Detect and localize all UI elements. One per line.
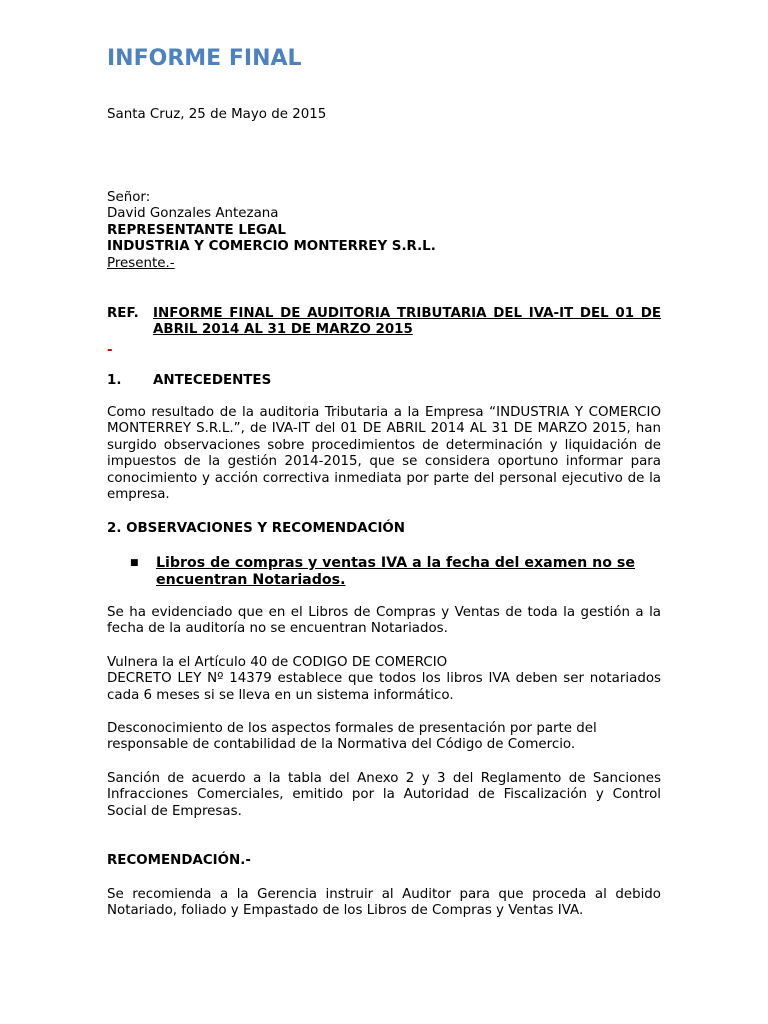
reference-line <box>107 306 661 339</box>
recipient-company: INDUSTRIA Y COMERCIO MONTERREY S.R.L. <box>107 239 436 255</box>
date-line: Santa Cruz, 25 de Mayo de 2015 <box>107 107 327 122</box>
recipient-block <box>107 190 661 272</box>
observation-paragraph-2 <box>107 655 661 704</box>
section-1-number: 1. <box>107 373 122 388</box>
recipient-presente: Presente.- <box>107 255 175 271</box>
observation-paragraph-3: Desconocimiento de los aspectos formales de presentación por parte del responsable de contabilidad de la Normativa del Código de Comercio. <box>107 721 597 753</box>
recipient-position: REPRESENTANTE LEGAL <box>107 222 286 238</box>
observation-bullet-text: Libros de compras y ventas IVA a la fecha del examen no se encuentran Notariados. <box>156 555 636 588</box>
observation-bullet <box>130 555 661 589</box>
reference-text: INFORME FINAL DE AUDITORIA TRIBUTARIA DEL IVA-IT DEL 01 DE ABRIL 2014 AL 31 DE MARZO 2015 <box>153 306 661 338</box>
square-bullet-icon: ■ <box>130 558 139 568</box>
reference-label: REF. <box>107 306 139 321</box>
recipient-name: David Gonzales Antezana <box>107 206 279 222</box>
recommendation-body: Se recomienda a la Gerencia instruir al Auditor para que proceda al debido Notariado, foliado y Empastado de los Libros de Compras y Ventas IVA. <box>107 887 661 919</box>
document-title: INFORME FINAL <box>107 46 302 71</box>
recipient-salutation: Señor: <box>107 190 151 205</box>
observation-paragraph-2-line-1: Vulnera la el Artículo 40 de CODIGO DE COMERCIO <box>107 655 448 670</box>
section-1-body: Como resultado de la auditoria Tributaria a la Empresa “INDUSTRIA Y COMERCIO MONTERREY S.R.L.”, de IVA-IT del 01 DE ABRIL 2014 AL 31 DE MARZO 2015, han surgido observaciones sobre procedimientos de determinación y liquidación de impuestos de la gestión 2014-2015, que se considera oportuno informar para conocimiento y acción correctiva inmediata por parte del personal ejecutivo de la empresa. <box>107 405 661 503</box>
section-1-title: ANTECEDENTES <box>153 373 272 388</box>
reference-dash: - <box>107 343 113 358</box>
observation-paragraph-4: Sanción de acuerdo a la tabla del Anexo 2 y 3 del Reglamento de Sanciones Infracciones Comerciales, emitido por la Autoridad de Fiscalización y Control Social de Empresas. <box>107 771 661 819</box>
observation-paragraph-1: Se ha evidenciado que en el Libros de Compras y Ventas de toda la gestión a la fecha de la auditoría no se encuentran Notariados. <box>107 605 661 637</box>
observation-paragraph-2-line-2: DECRETO LEY Nº 14379 establece que todos los libros IVA deben ser notariados cada 6 meses si se lleva en un sistema informático. <box>107 671 661 703</box>
section-1-heading <box>107 373 271 389</box>
recommendation-heading: RECOMENDACIÓN.- <box>107 853 251 868</box>
section-2-heading: 2. OBSERVACIONES Y RECOMENDACIÓN <box>107 521 406 536</box>
